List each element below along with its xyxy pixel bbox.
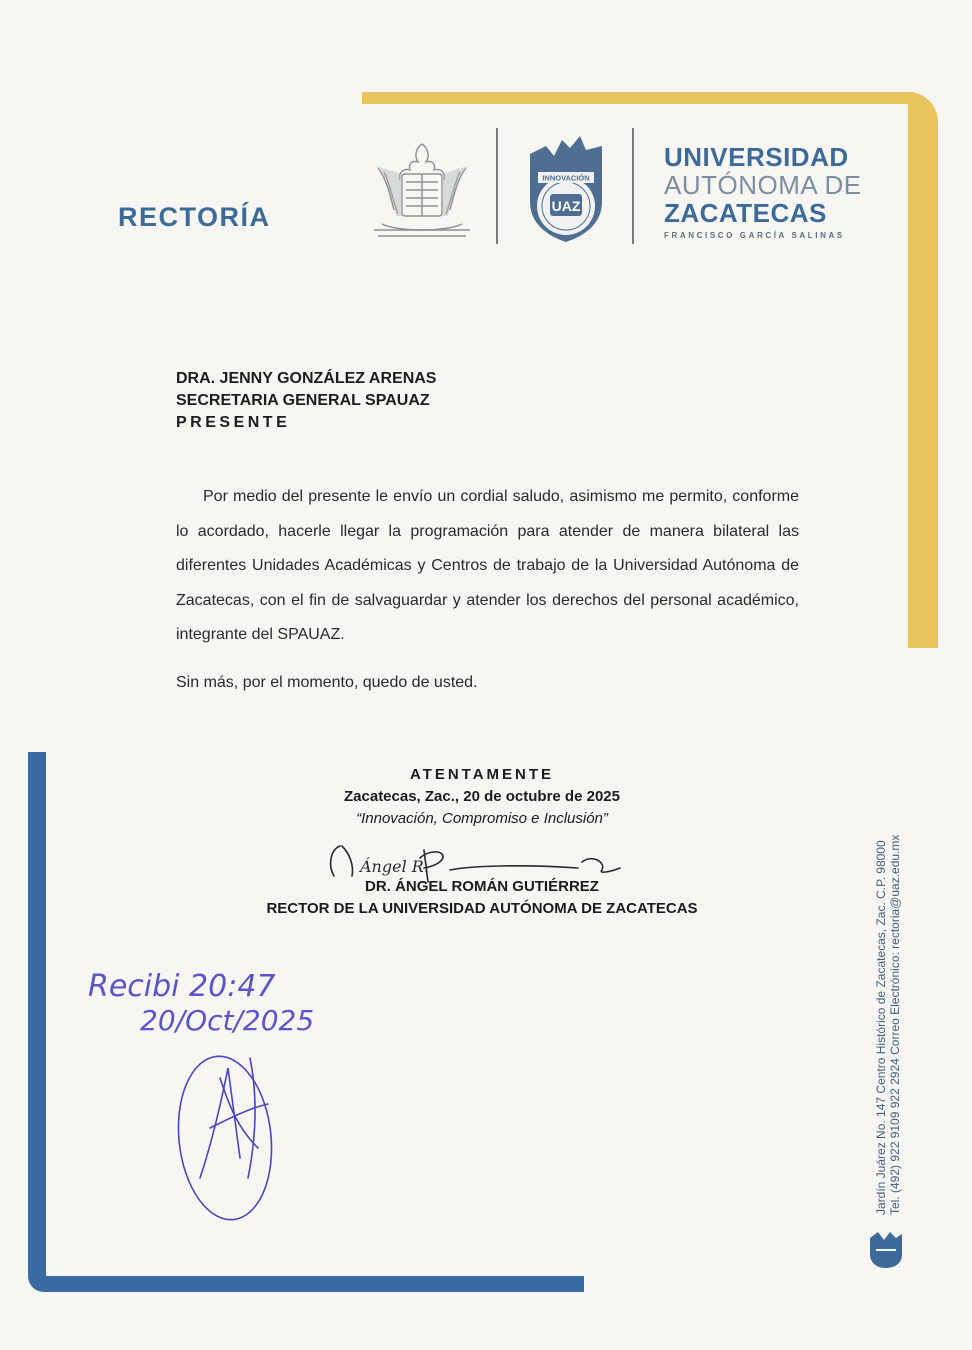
gold-frame-side — [908, 92, 938, 648]
addressee-name: DRA. JENNY GONZÁLEZ ARENAS — [176, 370, 437, 387]
received-line2: 20/Oct/2025 — [140, 1004, 315, 1037]
header-divider — [632, 128, 634, 244]
body-paragraph: Por medio del presente le envío un cordial saludo, asimismo me permito, conforme lo acordado, hacerle llegar la programación para atender de manera bilateral las diferentes Unidades Académicas y Centros de trabajo de la Universidad Autónoma de Zacatecas, con el fin de salvaguardar y atender los derechos del personal académico, integrante del SPAUAZ. — [176, 488, 799, 643]
salutation: ATENTAMENTE — [409, 766, 555, 783]
university-line3: ZACATECAS — [664, 198, 827, 228]
place-date: Zacatecas, Zac., 20 de octubre de 2025 — [344, 788, 620, 805]
footer-address-line: Jardín Juárez No. 147 Centro Histórico de Zacatecas, Zac. C.P. 98000 — [874, 840, 888, 1215]
department-title: RECTORÍA — [118, 202, 271, 232]
footer-address — [874, 725, 902, 1215]
signatory-name: DR. ÁNGEL ROMÁN GUTIÉRREZ — [365, 878, 599, 895]
blue-frame-side — [28, 752, 46, 1292]
shield-initials: UAZ — [551, 198, 581, 214]
header-divider — [496, 128, 498, 244]
university-line1: UNIVERSIDAD — [664, 142, 849, 172]
signature-block — [232, 764, 732, 830]
addressee — [176, 368, 436, 434]
rector-signature-text: Ángel R. — [360, 857, 429, 876]
signatory — [232, 876, 732, 920]
blue-frame-bottom — [28, 1276, 584, 1292]
shield-badge: INNOVACIÓN — [542, 173, 590, 183]
addressee-greeting: PRESENTE — [176, 414, 291, 431]
uaz-mini-logo-icon — [866, 1228, 906, 1270]
signatory-title: RECTOR DE LA UNIVERSIDAD AUTÓNOMA DE ZACATECAS — [266, 900, 698, 917]
addressee-position: SECRETARIA GENERAL SPAUAZ — [176, 392, 430, 409]
motto: “Innovación, Compromiso e Inclusión” — [356, 810, 608, 827]
closing-line: Sin más, por el momento, quedo de usted. — [176, 674, 478, 691]
university-line2: AUTÓNOMA DE — [664, 170, 862, 200]
gold-frame-top — [362, 92, 914, 104]
university-subtitle: FRANCISCO GARCÍA SALINAS — [664, 231, 845, 240]
eagle-seal-icon — [368, 138, 476, 242]
received-stamp — [80, 958, 380, 1238]
university-name — [664, 144, 862, 240]
uaz-shield-icon — [524, 132, 608, 244]
footer-contact-line: Tel. (492) 922 9109 922 2924 Correo Electrónico: rectoria@uaz.edu.mx — [888, 834, 902, 1215]
received-line1: Recibi 20:47 — [88, 969, 276, 1004]
